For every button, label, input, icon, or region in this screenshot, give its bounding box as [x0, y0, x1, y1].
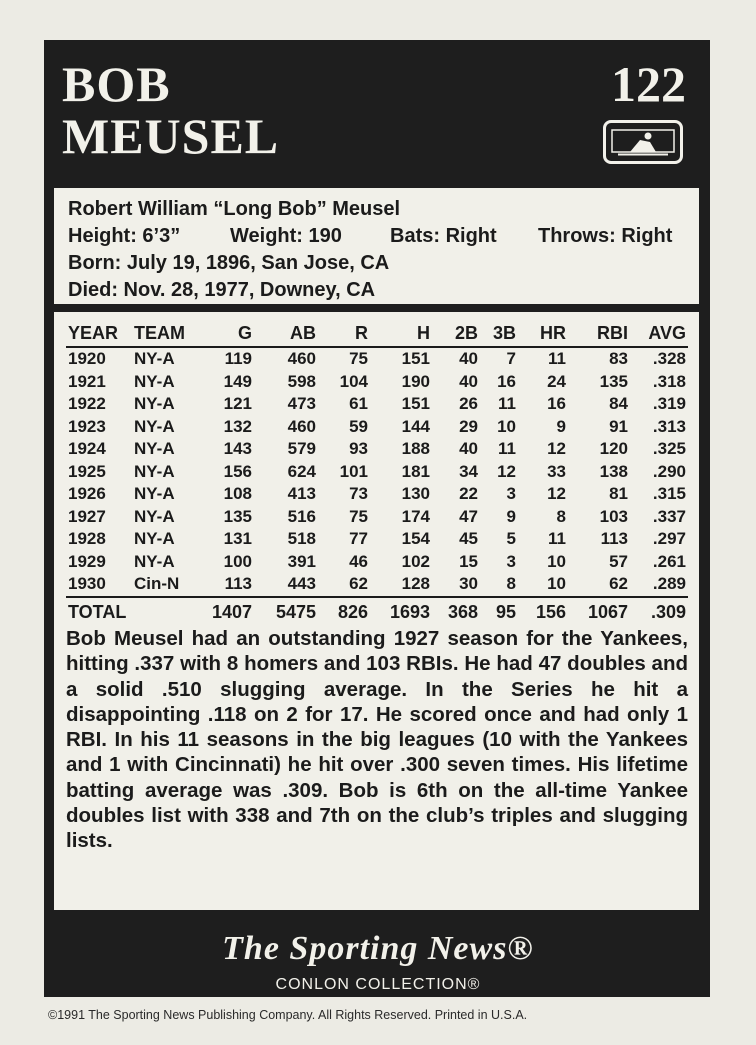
- col-header: YEAR: [66, 320, 132, 347]
- copyright-notice: ©1991 The Sporting News Publishing Company. All Rights Reserved. Printed in U.S.A.: [48, 1008, 528, 1022]
- table-cell: 144: [401, 416, 430, 436]
- table-cell: 460: [287, 349, 316, 369]
- col-header: G: [198, 320, 254, 347]
- table-cell: 10: [547, 574, 566, 594]
- table-cell: 8: [556, 506, 566, 526]
- bats: Bats: Right: [390, 225, 497, 247]
- table-cell: 62: [609, 574, 628, 594]
- table-cell: 518: [287, 529, 316, 549]
- table-cell: 73: [349, 484, 368, 504]
- table-cell: 460: [287, 416, 316, 436]
- table-cell: 154: [401, 529, 430, 549]
- table-cell: 45: [459, 529, 478, 549]
- table-cell: 47: [459, 506, 478, 526]
- col-header: 2B: [432, 320, 480, 347]
- stats-header-row: [66, 320, 688, 347]
- table-cell: NY-A: [134, 439, 175, 459]
- table-cell: 174: [401, 506, 430, 526]
- table-cell: 40: [459, 349, 478, 369]
- table-cell: NY-A: [134, 529, 175, 549]
- table-cell: Cin-N: [134, 574, 180, 594]
- table-cell: 5: [506, 529, 516, 549]
- table-cell: 103: [599, 506, 628, 526]
- table-cell: NY-A: [134, 416, 175, 436]
- col-header: AB: [254, 320, 318, 347]
- table-cell: 81: [609, 484, 628, 504]
- table-row: [66, 528, 688, 551]
- table-cell: 75: [349, 349, 368, 369]
- table-row: [66, 483, 688, 506]
- table-cell: 121: [223, 394, 252, 414]
- table-cell: 11: [498, 439, 516, 459]
- table-cell: 131: [223, 529, 252, 549]
- table-cell: .290: [652, 461, 686, 481]
- table-cell: 132: [223, 416, 252, 436]
- table-row: [66, 461, 688, 484]
- table-cell: NY-A: [134, 371, 175, 391]
- table-cell: .325: [652, 439, 686, 459]
- table-cell: NY-A: [134, 349, 175, 369]
- table-cell: 101: [339, 461, 368, 481]
- table-cell: 135: [223, 506, 252, 526]
- table-cell: 138: [599, 461, 628, 481]
- table-cell: 11: [548, 529, 566, 549]
- table-cell: 15: [459, 551, 478, 571]
- total-row: [66, 597, 688, 626]
- table-cell: 77: [349, 529, 368, 549]
- stats-table: [66, 320, 688, 626]
- table-cell: 34: [459, 461, 478, 481]
- table-cell: .289: [652, 574, 686, 594]
- table-cell: 443: [287, 574, 316, 594]
- table-cell: 119: [224, 349, 252, 369]
- collection-name: CONLON COLLECTION®: [275, 976, 481, 993]
- total-cell: 1407: [198, 597, 254, 626]
- weight: Weight: 190: [230, 225, 342, 247]
- table-cell: 1928: [68, 529, 106, 549]
- table-cell: .261: [652, 551, 686, 571]
- table-cell: .337: [652, 506, 686, 526]
- table-cell: 33: [547, 461, 566, 481]
- col-header: RBI: [568, 320, 630, 347]
- table-cell: 12: [547, 484, 566, 504]
- table-row: [66, 371, 688, 394]
- table-cell: 10: [547, 551, 566, 571]
- total-cell: 1693: [370, 597, 432, 626]
- table-cell: 1923: [68, 416, 106, 436]
- table-cell: 135: [599, 371, 628, 391]
- col-header: 3B: [480, 320, 518, 347]
- player-name: [62, 58, 279, 162]
- major-league-baseball-logo-icon: [603, 120, 683, 164]
- table-cell: 40: [459, 439, 478, 459]
- table-cell: 100: [223, 551, 252, 571]
- publisher-title: The Sporting News®: [222, 930, 534, 967]
- total-cell: 156: [518, 597, 568, 626]
- table-cell: 1920: [68, 349, 106, 369]
- died: Died: Nov. 28, 1977, Downey, CA: [68, 279, 376, 301]
- table-cell: 46: [349, 551, 368, 571]
- stats-panel: [54, 312, 699, 910]
- full-name: Robert William “Long Bob” Meusel: [68, 198, 401, 220]
- table-cell: 188: [401, 439, 430, 459]
- total-cell: 826: [318, 597, 370, 626]
- table-cell: 8: [506, 574, 516, 594]
- col-header: R: [318, 320, 370, 347]
- total-cell: 5475: [254, 597, 318, 626]
- table-cell: .318: [652, 371, 686, 391]
- table-cell: 113: [600, 529, 628, 549]
- total-cell: 1067: [568, 597, 630, 626]
- table-cell: 130: [401, 484, 430, 504]
- table-cell: 29: [459, 416, 478, 436]
- table-cell: 1930: [68, 574, 106, 594]
- table-cell: 413: [287, 484, 316, 504]
- table-cell: 1929: [68, 551, 106, 571]
- table-cell: 62: [349, 574, 368, 594]
- table-cell: 149: [223, 371, 252, 391]
- col-header: AVG: [630, 320, 688, 347]
- table-cell: 12: [547, 439, 566, 459]
- table-cell: 83: [609, 349, 628, 369]
- table-cell: 12: [497, 461, 516, 481]
- table-cell: .297: [652, 529, 686, 549]
- table-cell: 26: [459, 394, 478, 414]
- total-cell: [132, 597, 198, 626]
- table-cell: 84: [609, 394, 628, 414]
- table-row: [66, 416, 688, 439]
- table-cell: 143: [223, 439, 252, 459]
- table-cell: .315: [652, 484, 686, 504]
- card-number: 122: [611, 56, 686, 112]
- table-cell: 9: [506, 506, 516, 526]
- table-cell: 91: [609, 416, 628, 436]
- table-row: [66, 506, 688, 529]
- table-cell: 1925: [68, 461, 106, 481]
- table-cell: 59: [349, 416, 368, 436]
- table-cell: 7: [506, 349, 516, 369]
- table-row: [66, 438, 688, 461]
- table-row: [66, 393, 688, 416]
- table-cell: 61: [349, 394, 368, 414]
- table-cell: NY-A: [134, 484, 175, 504]
- table-cell: 1927: [68, 506, 106, 526]
- player-last-name: MEUSEL: [62, 108, 280, 164]
- table-cell: 1926: [68, 484, 106, 504]
- table-cell: 16: [497, 371, 516, 391]
- col-header: H: [370, 320, 432, 347]
- table-cell: 40: [459, 371, 478, 391]
- col-header: HR: [518, 320, 568, 347]
- table-cell: 598: [287, 371, 316, 391]
- table-cell: NY-A: [134, 461, 175, 481]
- born: Born: July 19, 1896, San Jose, CA: [68, 252, 390, 274]
- table-row: [66, 573, 688, 597]
- table-row: [66, 347, 688, 371]
- total-cell: 368: [432, 597, 480, 626]
- table-cell: .313: [652, 416, 686, 436]
- table-cell: 75: [349, 506, 368, 526]
- table-cell: 1924: [68, 439, 106, 459]
- table-cell: 128: [401, 574, 430, 594]
- table-cell: 1921: [68, 371, 106, 391]
- col-header: TEAM: [132, 320, 198, 347]
- table-cell: 579: [287, 439, 316, 459]
- career-summary: Bob Meusel had an outstanding 1927 season for the Yankees, hitting .337 with 8 homers and 103 RBIs. He had 47 doubles and a solid .510 slugging average. In the Series he hit a disappointing .118 on 2 for 17. He scored once and had only 1 RBI. In his 11 seasons in the big leagues (10 with the Yankees and 1 with Cincinnati) he hit over .300 seven times. His lifetime batting average was .309. Bob is 6th on the all-time Yankee doubles list with 338 and 7th on the club’s triples and slugging lists.: [66, 627, 688, 853]
- table-cell: 24: [547, 371, 566, 391]
- table-cell: 516: [287, 506, 316, 526]
- height: Height: 6’3”: [68, 225, 181, 247]
- table-cell: 624: [287, 461, 316, 481]
- table-cell: 151: [401, 394, 430, 414]
- table-cell: 156: [223, 461, 252, 481]
- table-cell: 473: [287, 394, 316, 414]
- table-cell: 391: [287, 551, 316, 571]
- table-cell: 181: [401, 461, 430, 481]
- bio-panel: [54, 188, 699, 304]
- total-cell: .309: [630, 597, 688, 626]
- table-cell: 22: [459, 484, 478, 504]
- table-cell: 151: [401, 349, 430, 369]
- table-cell: 190: [401, 371, 430, 391]
- table-cell: .319: [652, 394, 686, 414]
- table-cell: 57: [609, 551, 628, 571]
- total-cell: 95: [480, 597, 518, 626]
- table-cell: 11: [548, 349, 566, 369]
- table-cell: 104: [339, 371, 368, 391]
- throws: Throws: Right: [538, 225, 673, 247]
- table-cell: 3: [506, 551, 516, 571]
- table-cell: NY-A: [134, 394, 175, 414]
- table-cell: 10: [497, 416, 516, 436]
- table-cell: 3: [506, 484, 516, 504]
- table-cell: 1922: [68, 394, 106, 414]
- table-cell: 9: [556, 416, 566, 436]
- table-cell: 16: [547, 394, 566, 414]
- table-cell: NY-A: [134, 551, 175, 571]
- table-cell: .328: [652, 349, 686, 369]
- table-row: [66, 551, 688, 574]
- player-first-name: BOB: [62, 56, 171, 112]
- table-cell: 108: [223, 484, 252, 504]
- table-cell: 30: [459, 574, 478, 594]
- total-cell: TOTAL: [66, 597, 132, 626]
- table-cell: 113: [224, 574, 252, 594]
- table-cell: 11: [498, 394, 516, 414]
- table-cell: 93: [349, 439, 368, 459]
- table-cell: 102: [401, 551, 430, 571]
- table-cell: NY-A: [134, 506, 175, 526]
- table-cell: 120: [599, 439, 628, 459]
